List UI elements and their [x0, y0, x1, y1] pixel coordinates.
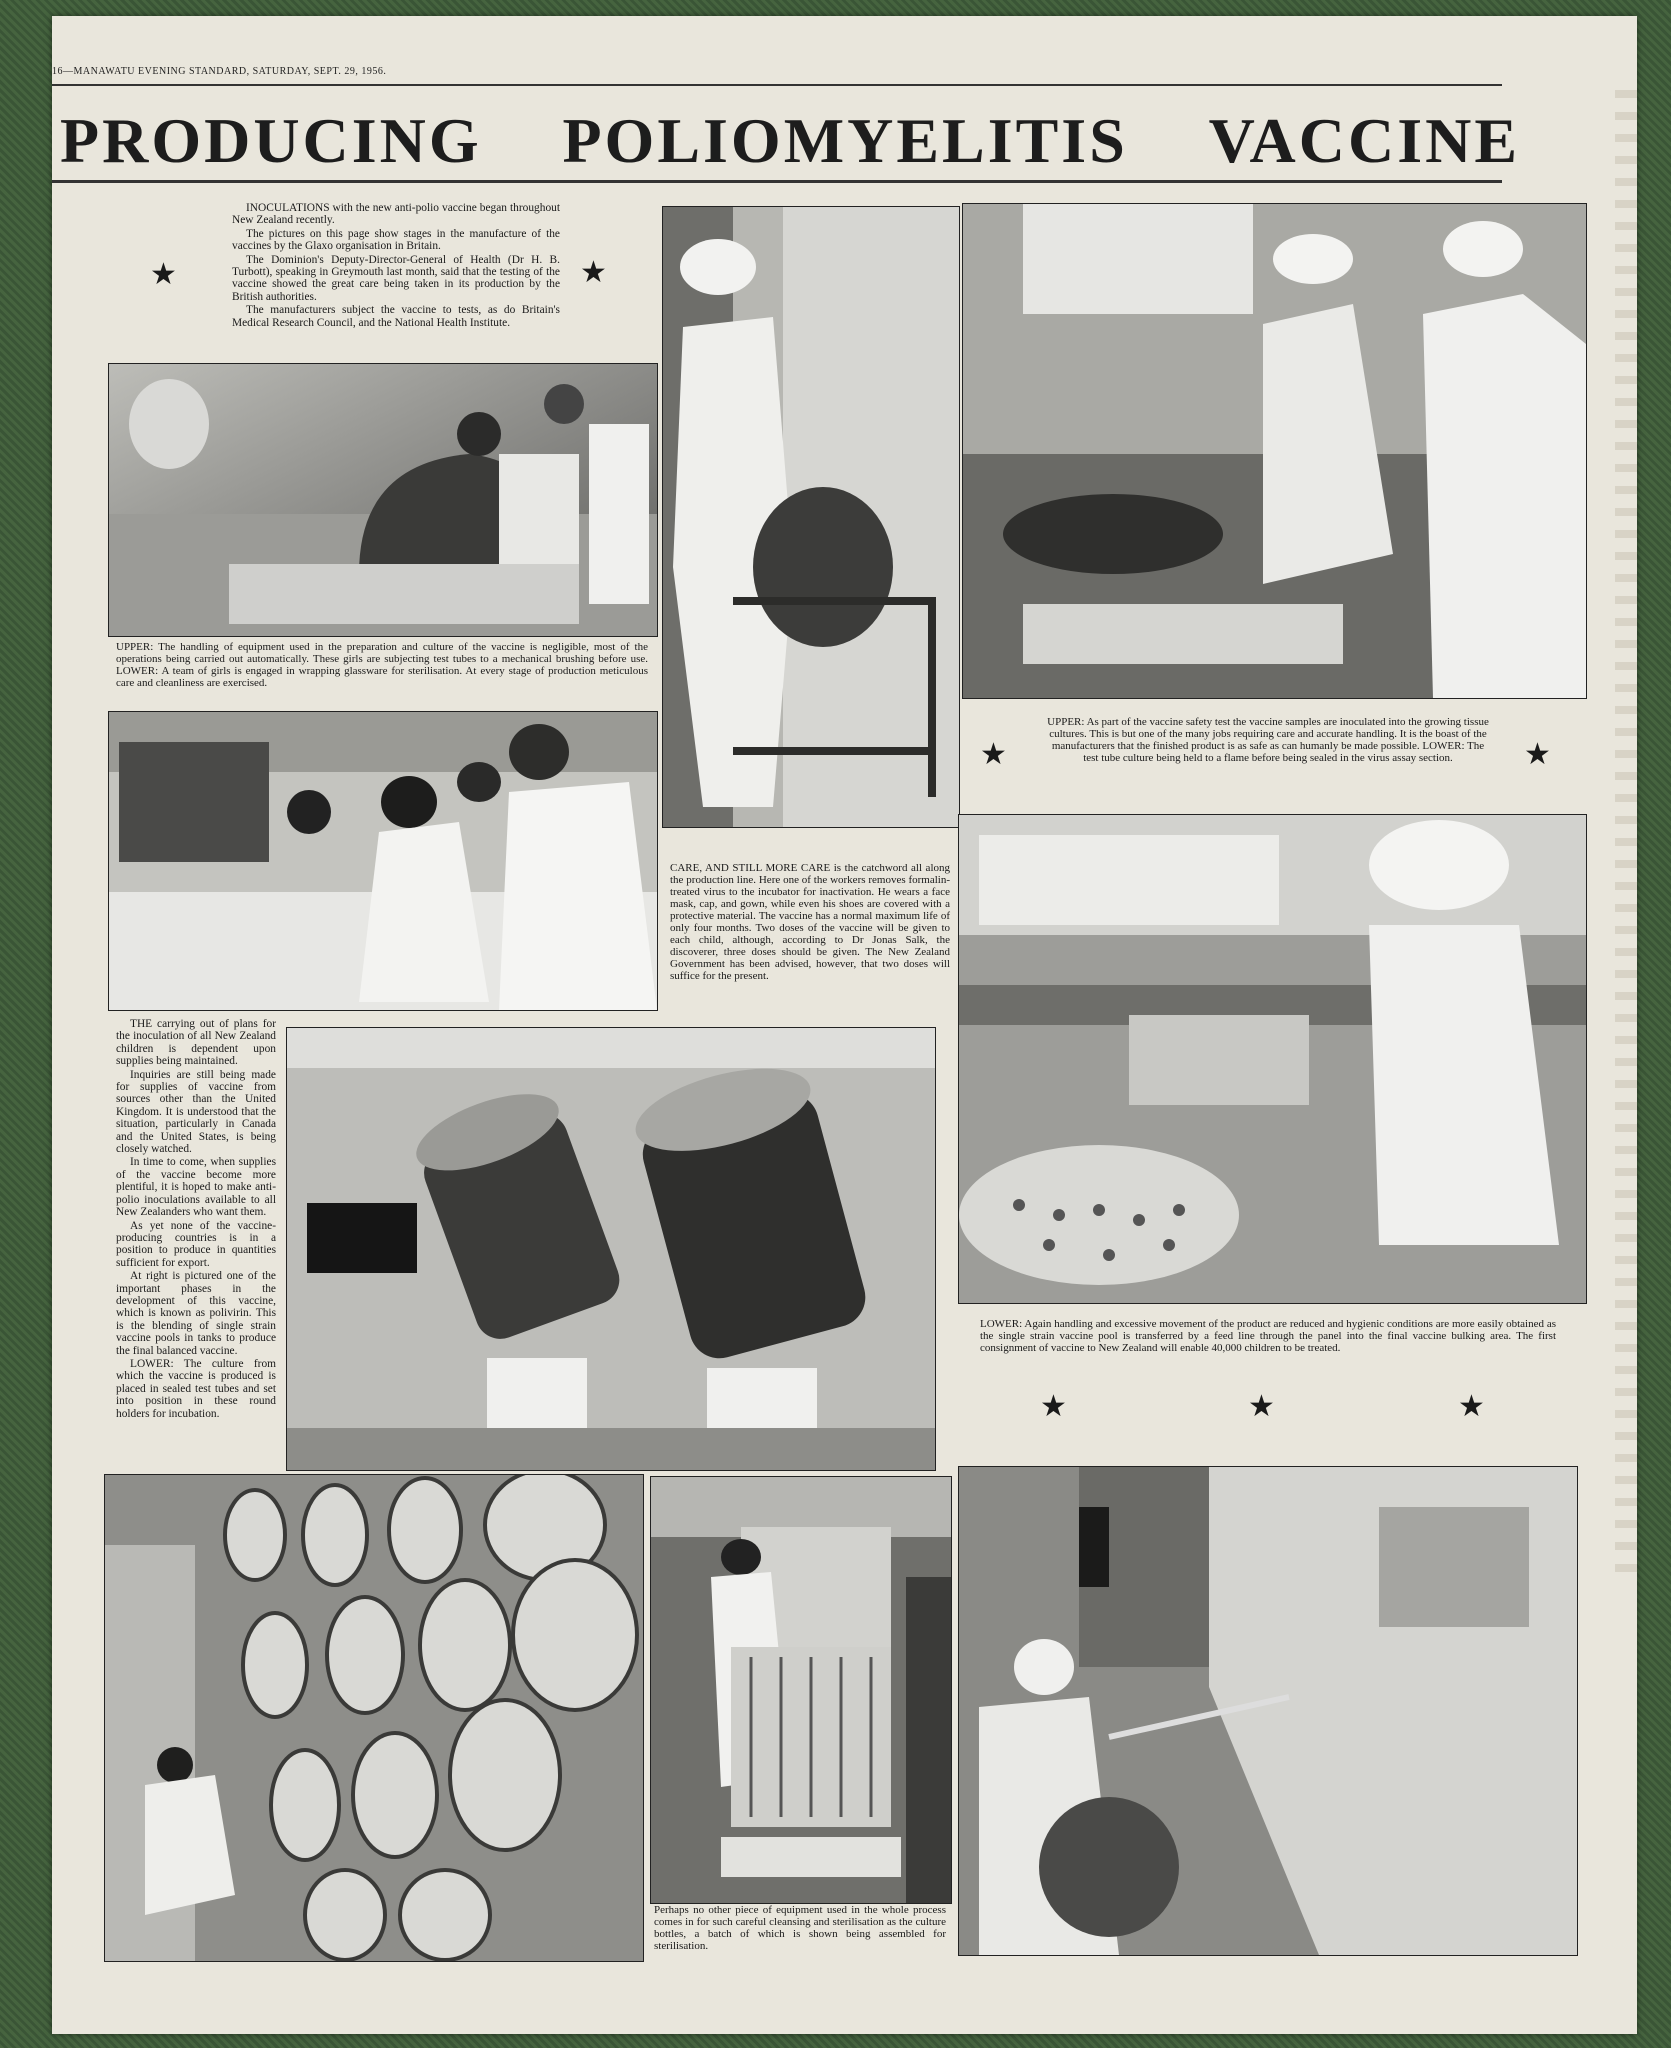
test-tube-brushing-photo — [108, 363, 658, 637]
folio-line: 16—MANAWATU EVENING STANDARD, SATURDAY, SEPT. 29, 1956. — [52, 66, 387, 77]
headline-word: VACCINE — [1208, 105, 1520, 176]
star-icon: ★ — [150, 258, 177, 291]
left-column-text: THE carrying out of plans for the inoculation of all New Zealand children is dependent upon supplies being maintained. Inquiries are still being made for supplies of vaccine from sources other than the United Kingdom. It is understood that the situation, particularly in Canada and the United States, is being closely watched. In time to come, when supplies of the vaccine become more plentiful, it is hoped to make anti-polio inoculations available to all New Zealanders who want them. As yet none of the vaccine-producing countries is in a position to produce in quantities sufficient for export. At right is pictured one of the important phases in the development of this vaccine, which is known as polivirin. This is the blending of single strain vaccine pools in tanks to produce the final balanced vaccine. LOWER: The culture from which the vaccine is produced is placed in sealed test tubes and set into position in these round holders for incubation. — [116, 1018, 276, 1420]
glassware-wrapping-photo — [108, 711, 658, 1011]
star-icon: ★ — [1040, 1390, 1067, 1423]
intro-text: INOCULATIONS with the new anti-polio vaccine began throughout New Zealand recently. The pictures on this page show stages in the manufacture of the vaccines by the Glaxo organisation in Britain. The Dominion's Deputy-Director-General of Health (Dr H. B. Turbott), speaking in Greymouth last month, said that the testing of the vaccine showed the great care being taken in its production by the British authorities. The manufacturers subject the vaccine to tests, as do Britain's Medical Research Council, and the National Health Institute. — [232, 202, 560, 329]
star-icon: ★ — [1458, 1390, 1485, 1423]
caption-bottles: Perhaps no other piece of equipment used in the whole process comes in for such careful cleansing and sterilisation as the culture bottles, a batch of which is shown being assembled for sterilisation. — [654, 1904, 946, 1952]
headline-rule — [52, 180, 1502, 183]
star-icon: ★ — [1248, 1390, 1275, 1423]
torn-edge — [1615, 76, 1637, 1576]
feed-line-panel-photo — [958, 1466, 1578, 1956]
blending-tanks-photo — [286, 1027, 936, 1471]
headline-word: PRODUCING — [60, 105, 482, 176]
round-holders-photo — [104, 1474, 644, 1962]
incubator-worker-photo — [662, 206, 960, 828]
tissue-culture-photo — [962, 203, 1587, 699]
caption-right-upper-lower: UPPER: As part of the vaccine safety test the vaccine samples are inoculated into the growing tissue cultures. This is but one of the many jobs requiring care and accurate handling. It is the boast of the manufacturers that the finished product is as safe as can humanly be made possible. LOWER: The test tube culture being held to a flame before being sealed in the virus assay section. — [1047, 716, 1489, 764]
star-icon: ★ — [580, 256, 607, 289]
headline-word: POLIOMYELITIS — [562, 105, 1128, 176]
caption-left-upper-lower: UPPER: The handling of equipment used in the preparation and culture of the vaccine is negligible, most of the operations being carried out automatically. These girls are subjecting test tubes to a mechanical brushing before use. LOWER: A team of girls is engaged in wrapping glassware for sterilisation. At every stage of production meticulous care and cleanliness are exercised. — [116, 641, 648, 689]
flame-sealing-photo — [958, 814, 1587, 1304]
star-icon: ★ — [1524, 738, 1551, 771]
caption-right-lower: LOWER: Again handling and excessive movement of the product are reduced and hygienic conditions are more easily obtained as the single strain vaccine pool is transferred by a feed line through the panel into the final vaccine bulking area. The first consignment of vaccine to New Zealand will enable 40,000 children to be treated. — [980, 1318, 1556, 1354]
star-icon: ★ — [980, 738, 1007, 771]
culture-bottles-photo — [650, 1476, 952, 1904]
top-rule — [52, 84, 1502, 86]
caption-care: CARE, AND STILL MORE CARE is the catchword all along the production line. Here one of the workers removes formalin-treated virus to the incubator for inactivation. He wears a face mask, cap, and gown, while even his shoes are covered with a protective material. The vaccine has a normal maximum life of only four months. Two doses of the vaccine will be given to each child, although, according to Dr Jonas Salk, the discoverer, three doses should be given. The New Zealand Government has been advised, however, that two doses will suffice for the present. — [670, 862, 950, 982]
page-headline — [60, 104, 1520, 178]
